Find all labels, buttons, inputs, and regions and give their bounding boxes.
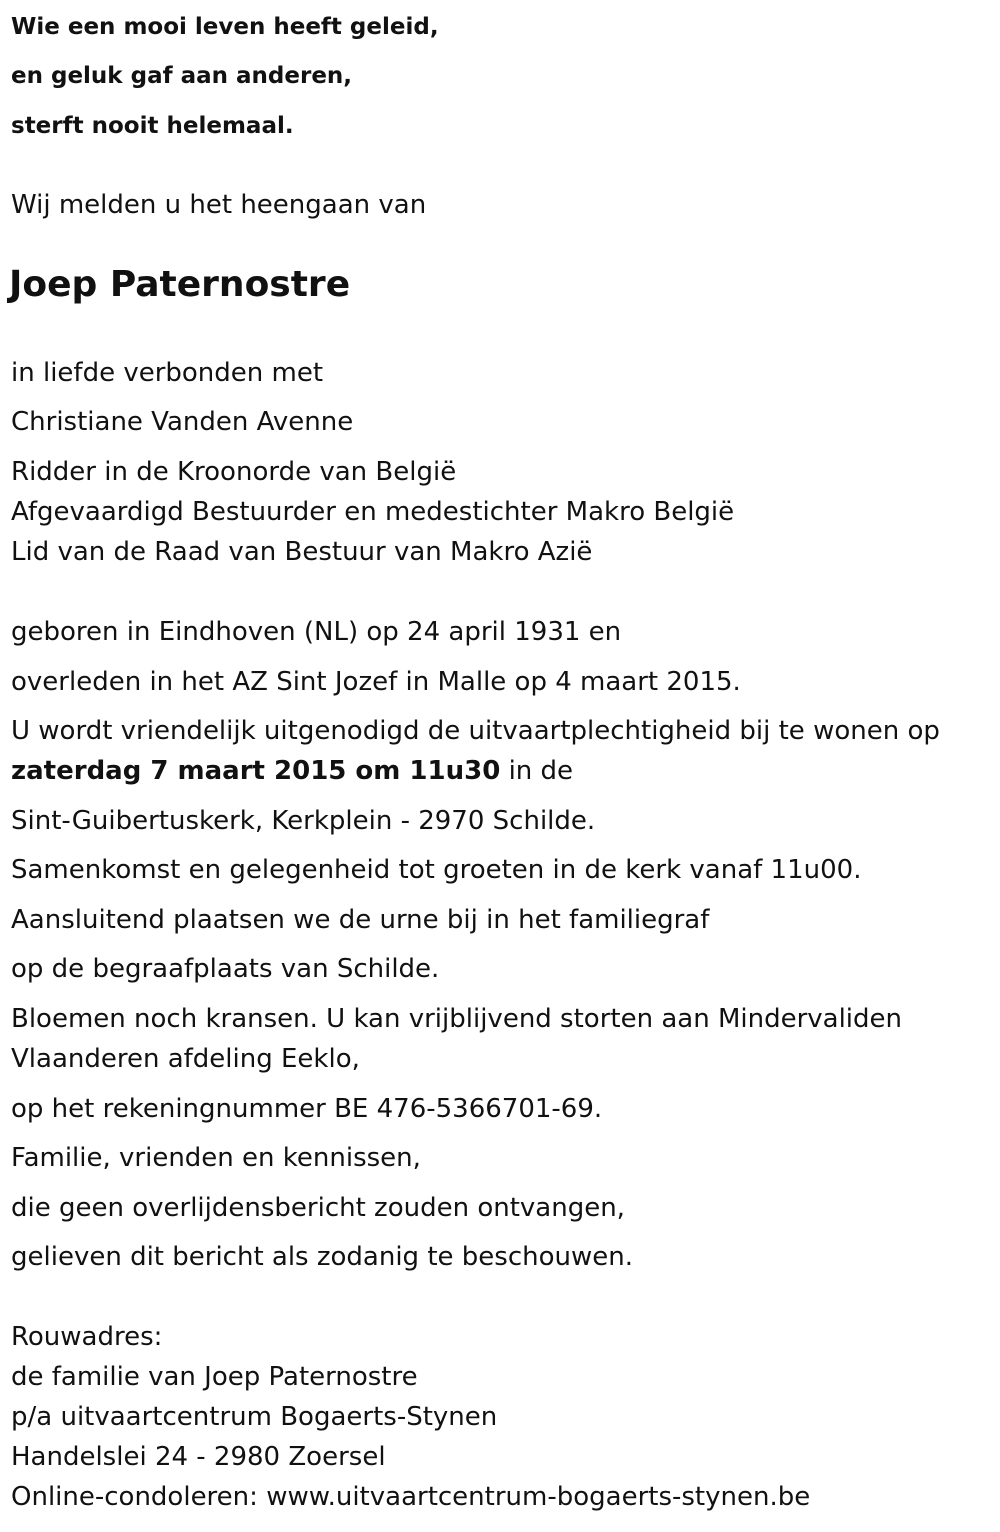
online-condolence: [11, 1482, 810, 1512]
condolence-website: www.uitvaartcentrum-bogaerts-stynen.be: [266, 1482, 811, 1512]
partner-label: in liefde verbonden met: [11, 358, 324, 388]
poem-line-2: en geluk gaf aan anderen,: [11, 63, 353, 89]
death-line: overleden in het AZ Sint Jozef in Malle op 4 maart 2015.: [11, 667, 741, 697]
partner-name: Christiane Vanden Avenne: [11, 407, 354, 437]
notice-line-1: Familie, vrienden en kennissen,: [11, 1143, 421, 1173]
ceremony-gathering: Samenkomst en gelegenheid tot groeten in de kerk vanaf 11u00.: [11, 855, 862, 885]
ceremony-invitation: U wordt vriendelijk uitgenodigd de uitvaartplechtigheid bij te wonen op: [11, 716, 940, 746]
birth-line: geboren in Eindhoven (NL) op 24 april 1931 en: [11, 617, 622, 647]
deceased-name: Joep Paternostre: [9, 264, 351, 305]
ceremony-datetime-line: [11, 756, 573, 786]
title-line-1: Ridder in de Kroonorde van België: [11, 457, 457, 487]
ceremony-datetime: zaterdag 7 maart 2015 om 11u30: [11, 756, 501, 786]
notice-line-2: die geen overlijdensbericht zouden ontvangen,: [11, 1193, 625, 1223]
ceremony-suffix: in de: [500, 756, 574, 786]
address-line-3: Handelslei 24 - 2980 Zoersel: [11, 1442, 386, 1472]
donation-account: op het rekeningnummer BE 476-5366701-69.: [11, 1094, 603, 1124]
ceremony-location: Sint-Guibertuskerk, Kerkplein - 2970 Schilde.: [11, 806, 596, 836]
donation-line-1: Bloemen noch kransen. U kan vrijblijvend storten aan Mindervaliden: [11, 1004, 903, 1034]
poem-line-3: sterft nooit helemaal.: [11, 113, 294, 139]
burial-line-2: op de begraafplaats van Schilde.: [11, 954, 440, 984]
address-line-2: p/a uitvaartcentrum Bogaerts-Stynen: [11, 1402, 498, 1432]
notice-line-3: gelieven dit bericht als zodanig te beschouwen.: [11, 1242, 633, 1272]
burial-line-1: Aansluitend plaatsen we de urne bij in het familiegraf: [11, 905, 710, 935]
donation-line-2: Vlaanderen afdeling Eeklo,: [11, 1044, 360, 1074]
online-condolence-label: Online-condoleren:: [11, 1482, 267, 1512]
intro-text: Wij melden u het heengaan van: [11, 190, 427, 220]
title-line-3: Lid van de Raad van Bestuur van Makro Azië: [11, 537, 593, 567]
address-label: Rouwadres:: [11, 1322, 163, 1352]
title-line-2: Afgevaardigd Bestuurder en medestichter Makro België: [11, 497, 735, 527]
poem-line-1: Wie een mooi leven heeft geleid,: [11, 14, 439, 40]
address-line-1: de familie van Joep Paternostre: [11, 1362, 418, 1392]
